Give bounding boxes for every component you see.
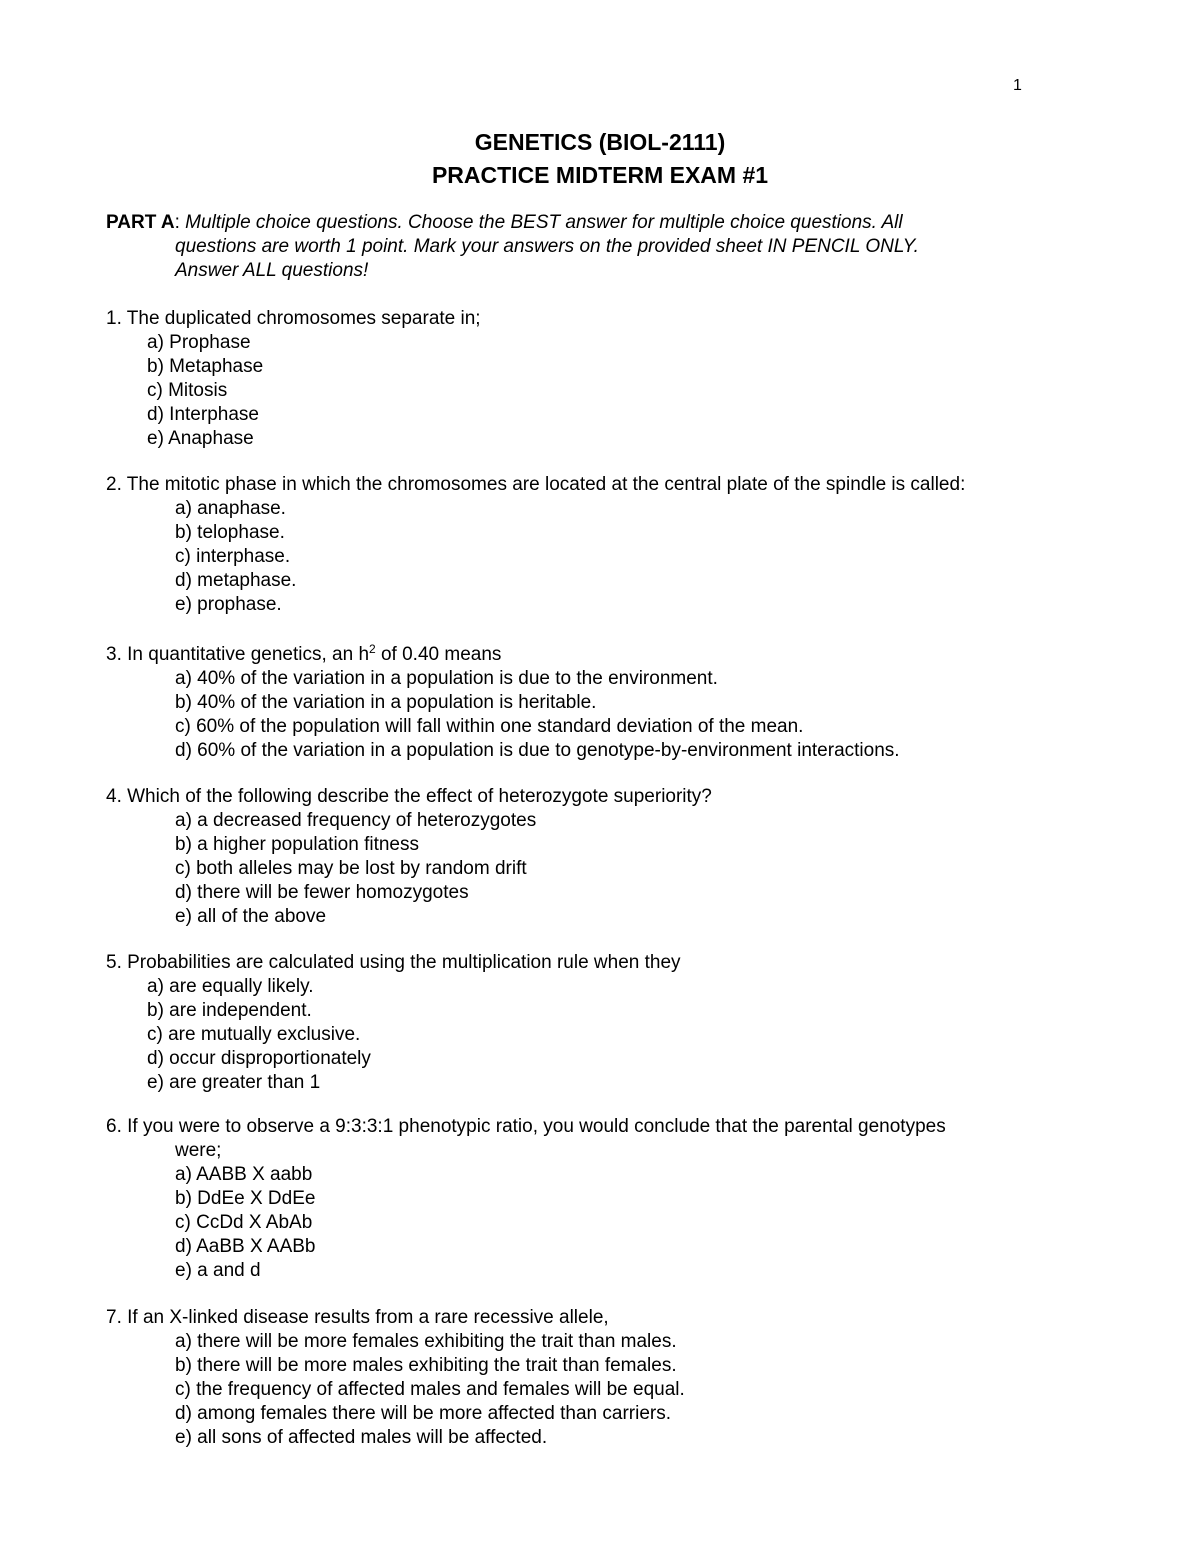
question-6 xyxy=(106,1115,1166,1283)
part-a-separator: : xyxy=(174,212,186,233)
answer-option: e) Anaphase xyxy=(147,428,254,449)
answer-option: c) the frequency of affected males and females will be equal. xyxy=(175,1379,685,1400)
answer-option: d) 60% of the variation in a population is due to genotype-by-environment interactions. xyxy=(175,740,900,761)
question-3 xyxy=(106,643,1166,763)
question-stem: 6. If you were to observe a 9:3:3:1 phenotypic ratio, you would conclude that the parental genotypes xyxy=(106,1116,946,1137)
answer-option: e) are greater than 1 xyxy=(147,1072,321,1093)
page-number: 1 xyxy=(1013,77,1022,94)
answer-option: b) a higher population fitness xyxy=(175,834,419,855)
answer-option: d) there will be fewer homozygotes xyxy=(175,882,469,903)
answer-option: a) anaphase. xyxy=(175,498,286,519)
answer-option: c) CcDd X AbAb xyxy=(175,1212,313,1233)
question-stem: 2. The mitotic phase in which the chromosomes are located at the central plate of the spindle is called: xyxy=(106,474,966,495)
part-a-instructions xyxy=(106,211,1066,283)
answer-option: c) are mutually exclusive. xyxy=(147,1024,361,1045)
answer-option: d) occur disproportionately xyxy=(147,1048,371,1069)
part-a-line3: Answer ALL questions! xyxy=(175,260,369,281)
question-stem-continued: were; xyxy=(175,1140,222,1161)
answer-option: a) 40% of the variation in a population is due to the environment. xyxy=(175,668,718,689)
answer-option: c) Mitosis xyxy=(147,380,228,401)
question-stem: 1. The duplicated chromosomes separate in; xyxy=(106,308,481,329)
question-stem-text: of 0.40 means xyxy=(375,644,502,665)
exam-title: PRACTICE MIDTERM EXAM #1 xyxy=(431,162,769,188)
answer-option: e) all of the above xyxy=(175,906,327,927)
answer-option: a) AABB X aabb xyxy=(175,1164,313,1185)
question-1 xyxy=(106,307,1166,451)
superscript: 2 xyxy=(369,642,376,656)
answer-option: a) a decreased frequency of heterozygotes xyxy=(175,810,537,831)
answer-option: c) 60% of the population will fall within one standard deviation of the mean. xyxy=(175,716,804,737)
question-7 xyxy=(106,1306,1166,1450)
question-stem: 7. If an X-linked disease results from a rare recessive allele, xyxy=(106,1307,609,1328)
answer-option: c) interphase. xyxy=(175,546,291,567)
question-stem: 5. Probabilities are calculated using the multiplication rule when they xyxy=(106,952,681,973)
answer-option: e) all sons of affected males will be affected. xyxy=(175,1427,548,1448)
question-5 xyxy=(106,951,1166,1095)
question-4 xyxy=(106,785,1166,929)
answer-option: d) metaphase. xyxy=(175,570,297,591)
answer-option: b) telophase. xyxy=(175,522,285,543)
answer-option: b) there will be more males exhibiting the trait than females. xyxy=(175,1355,677,1376)
answer-option: d) Interphase xyxy=(147,404,259,425)
answer-option: b) DdEe X DdEe xyxy=(175,1188,316,1209)
answer-option: a) Prophase xyxy=(147,332,251,353)
answer-option: b) 40% of the variation in a population is heritable. xyxy=(175,692,597,713)
part-a-line1: Multiple choice questions. Choose the BEST answer for multiple choice questions. All xyxy=(185,212,903,233)
question-stem-text: 3. In quantitative genetics, an h xyxy=(106,644,370,665)
answer-option: e) prophase. xyxy=(175,594,282,615)
answer-option: c) both alleles may be lost by random drift xyxy=(175,858,527,879)
answer-option: a) there will be more females exhibiting the trait than males. xyxy=(175,1331,677,1352)
answer-option: e) a and d xyxy=(175,1260,261,1281)
answer-option: b) Metaphase xyxy=(147,356,264,377)
question-stem: 4. Which of the following describe the effect of heterozygote superiority? xyxy=(106,786,712,807)
part-a-line2: questions are worth 1 point. Mark your answers on the provided sheet IN PENCIL ONLY. xyxy=(175,236,919,257)
answer-option: d) among females there will be more affected than carriers. xyxy=(175,1403,671,1424)
answer-option: d) AaBB X AABb xyxy=(175,1236,316,1257)
question-2 xyxy=(106,473,1166,617)
part-a-label: PART A xyxy=(106,212,175,233)
answer-option: b) are independent. xyxy=(147,1000,312,1021)
answer-option: a) are equally likely. xyxy=(147,976,314,997)
exam-title-course: GENETICS (BIOL-2111) xyxy=(474,129,726,155)
question-stem xyxy=(106,643,1166,667)
